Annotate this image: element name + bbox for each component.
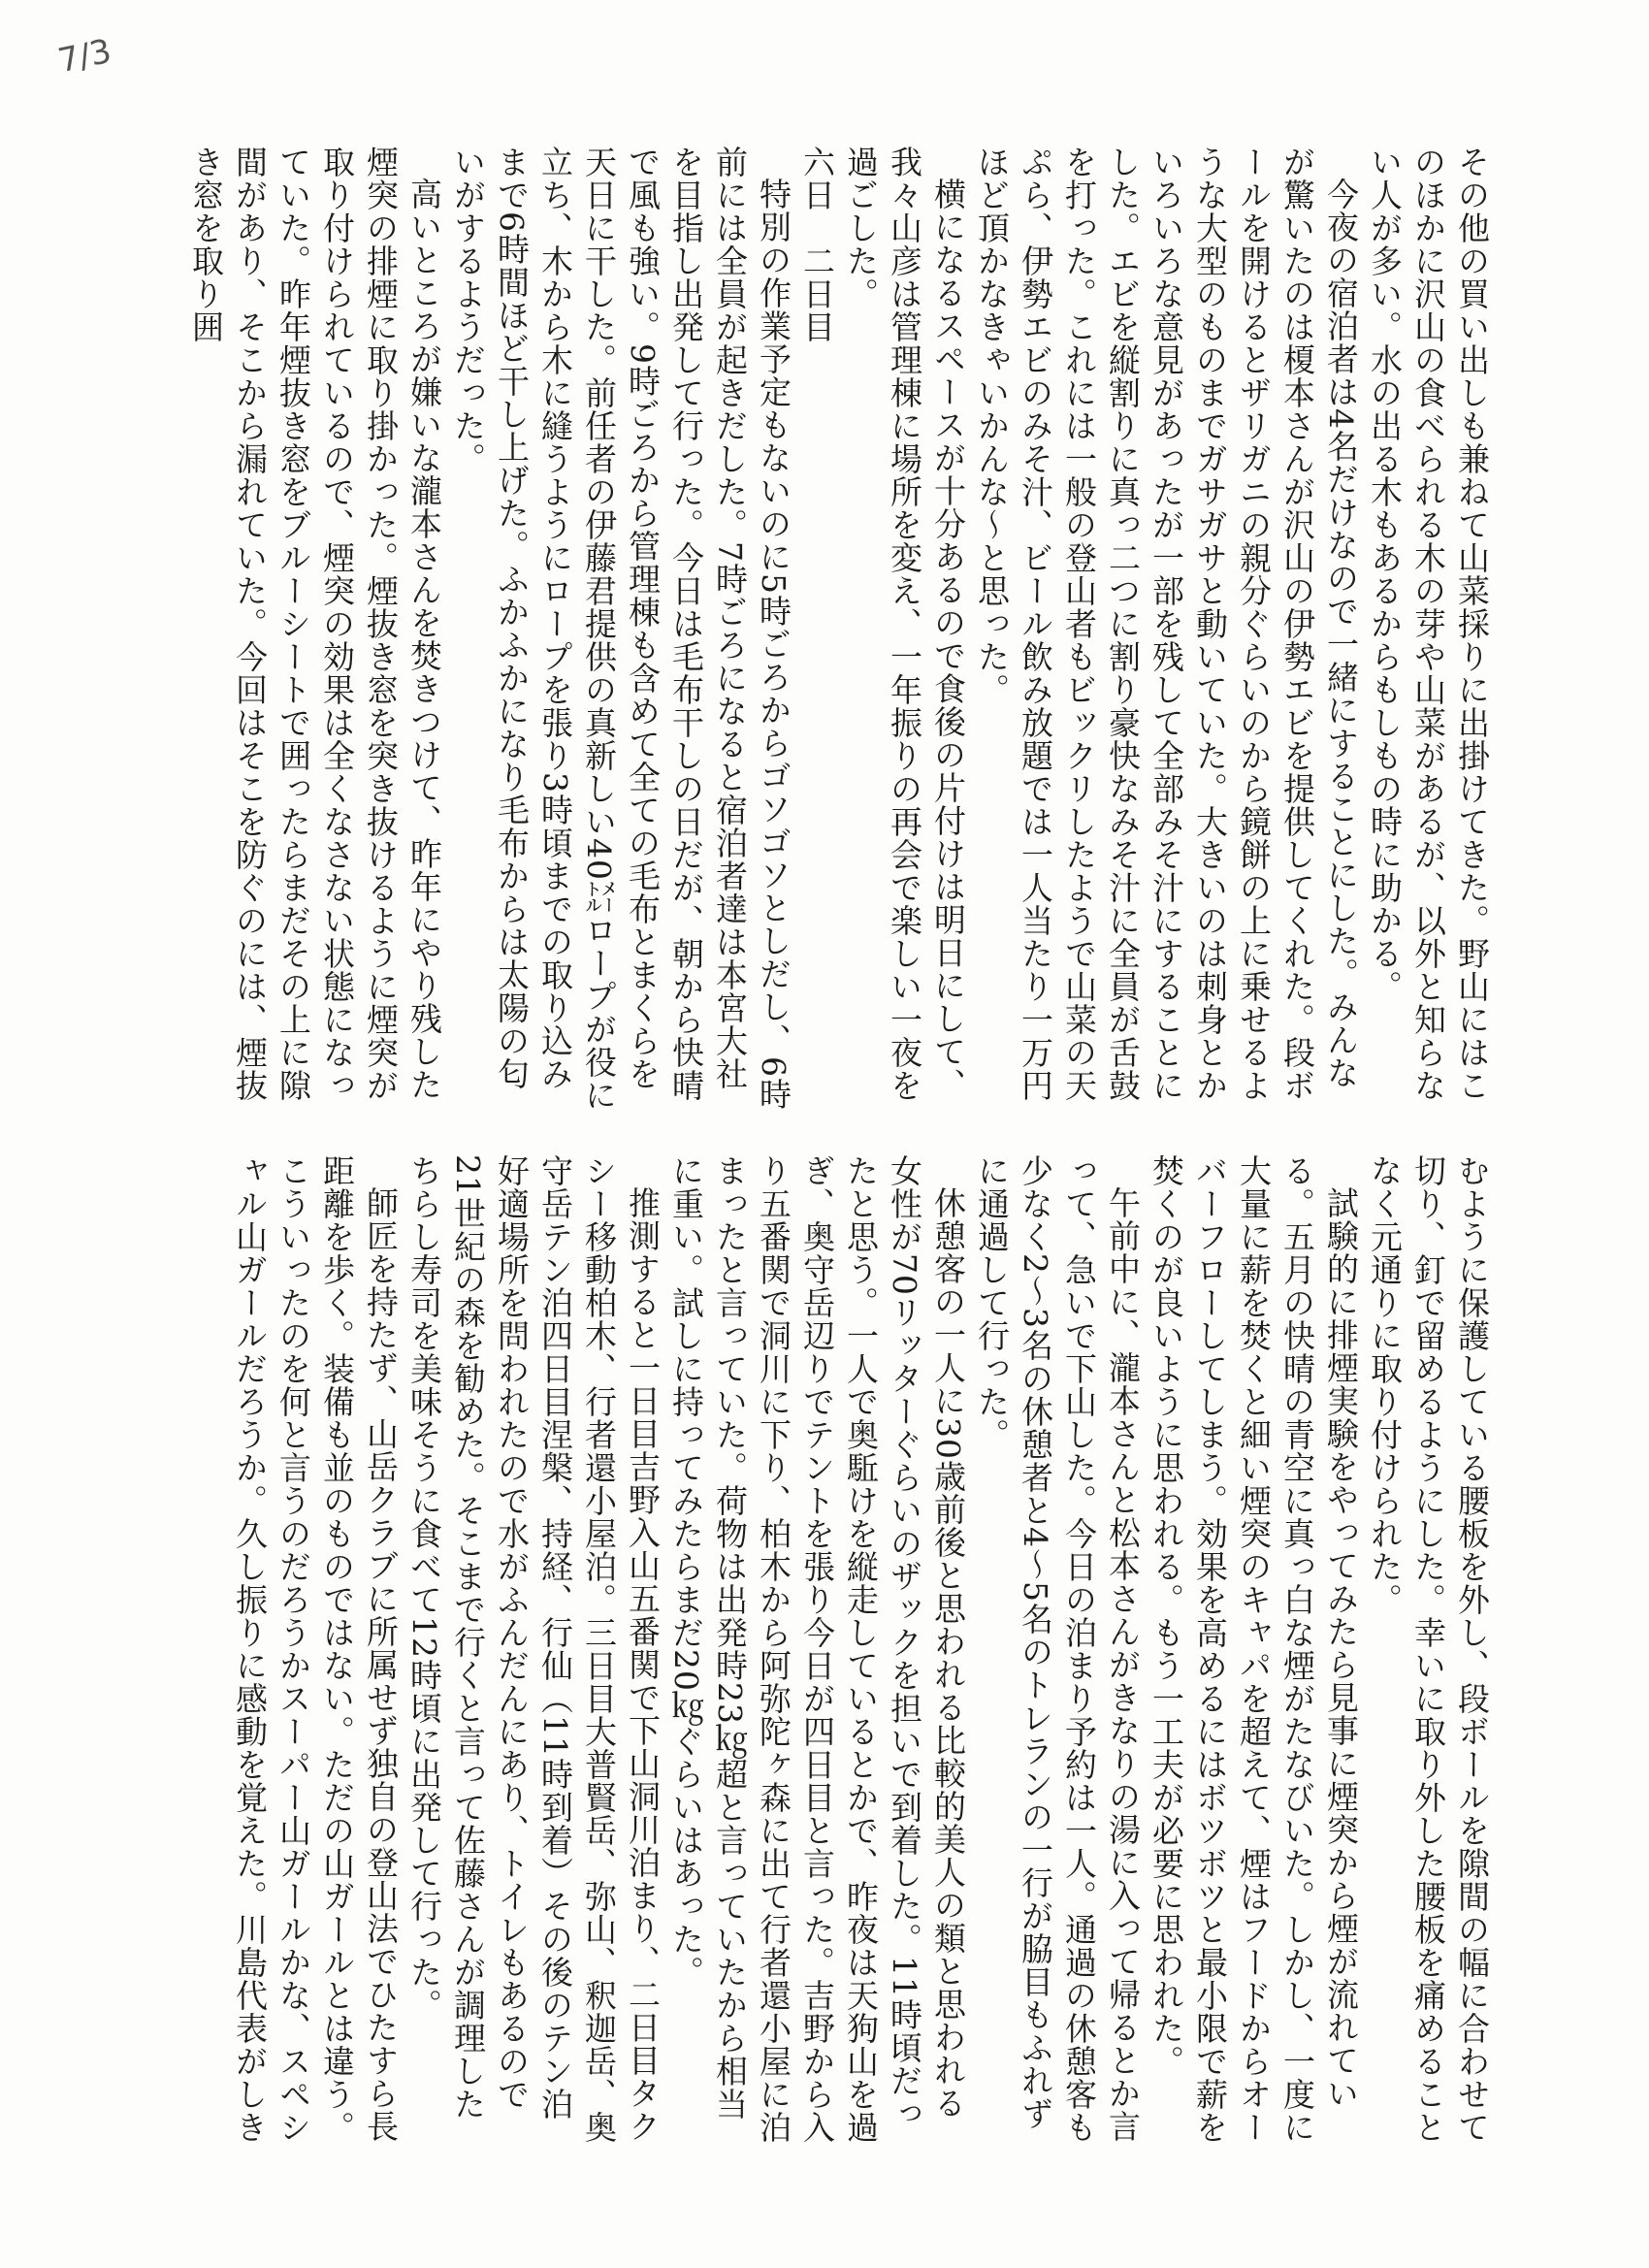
paragraph: 横になるスペースが十分あるので食後の片付けは明日にして、我々山彦は管理棟に場所を変え、一年振りの再会で楽しい一夜を過ごした。 (842, 146, 967, 1102)
paragraph: 師匠を持たず、山岳クラブに所属せず独自の登山法でひたすら長距離を歩く。装備も並のものではない。ただの山ガールとは違う。こういったのを何と言うのだろうかスーパー山ガールかな、スペシャル山ガールだろうか。久し振りに感動を覚えた。川島代表がしき (231, 1154, 400, 2144)
paragraph: 休憩客の一人に30歳前後と思われる比較的美人の類と思われる女性が70リッターぐらいのザックを担いで到着した。11時頃だったと思う。一人で奥駈けを縦走しているとかで、昨夜は天狗山を過ぎ、奥守岳辺りでテントを張り今日が四日目と言った。吉野から入り五番関で洞川に下り、柏木から阿弥陀ヶ森に出て行者還小屋に泊まったと言っていた。荷物は出発時23㎏超と言っていたから相当に重い。試しに持ってみたらまだ20㎏ぐらいはあった。 (667, 1154, 967, 2144)
paragraph: 高いところが嫌いな瀧本さんを焚きつけて、昨年にやり残した煙突の排煙に取り掛かった。煙抜き窓を突き抜けるように煙突が取り付けられているので、煙突の効果は全くなさない状態になっていた。昨年煙抜き窓をブルーシートで囲ったらまだその上に隙間があり、そこから漏れていた。今回はそこを防ぐのには、煙抜き窓を取り囲 (187, 146, 443, 1102)
section-heading: 六日 二日目 (798, 146, 836, 343)
paragraph: 今夜の宿泊者は4名だけなので一緒にすることにした。みんなが驚いたのは榎本さんが沢山の伊勢エビを提供してくれた。段ボールを開けるとザリガニの親分ぐらいのから鏡餅の上に乗せるような大型のものまでガサガサと動いていた。大きいのは刺身とかいろいろな意見があったが一部を残して全部みそ汁にすることにした。エビを縦割りに真っ二つに割り豪快なみそ汁に全員が舌鼓を打った。これには一般の登山者もビックリしたようで山菜の天ぷら、伊勢エビのみそ汁、ビール飲み放題では一人当たり一万円ほど頂かなきゃいかんな〜と思った。 (973, 146, 1360, 1102)
page-number: 7/3 (54, 31, 115, 81)
paragraph: むように保護している腰板を外し、段ボールを隙間の幅に合わせて切り、釘で留めるようにした。幸いに取り外した腰板を痛めることなく元通りに取り付けられた。 (1366, 1154, 1491, 2144)
paragraph: 試験的に排煙実験をやってみたら見事に煙突から煙が流れている。五月の快晴の青空に真っ白な煙がたなびいた。しかし、一度に大量に薪を焚くと細い煙突のキャパを超えて、煙はフードからオーバーフローしてしまう。効果を高めるにはボツボツと最小限で薪を焚くのが良いように思われる。もう一工夫が必要に思われた。 (1148, 1154, 1360, 2144)
lower-text-block (0, 1154, 1494, 2144)
paragraph: その他の買い出しも兼ねて山菜採りに出掛けてきた。野山にはこのほかに沢山の食べられる木の芽や山菜があるが、以外と知らない人が多い。水の出る木もあるからもしもの時に助かる。 (1366, 146, 1491, 1102)
paragraph: 午前中に、瀧本さんと松本さんがきなりの湯に入って帰るとか言って、急いで下山した。今日の泊まり予約は一人。通過の休憩客も少なく2〜3名の休憩者と4〜5名のトレランの一行が脇目もふれずに通過して行った。 (973, 1154, 1142, 2144)
upper-text-block (0, 146, 1494, 1120)
paragraph: 特別の作業予定もないのに5時ごろからゴソゴソとしだし、6時前には全員が起きだした。7時ごろになると宿泊者達は本宮大社を目指し出発して行った。今日は毛布干しの日だが、朝から快晴で風も強い。9時ごろから管理棟も含めて全ての毛布とまくらを天日に干した。前任者の伊藤君提供の真新しい40㍍ロープが役に立ち、木から木に縫うようにロープを張り3時頃までの取り込みまで6時間ほど干し上げた。ふかふかになり毛布からは太陽の匂いがするようだった。 (449, 146, 792, 1112)
paragraph: 推測すると一日目吉野入山五番関で下山洞川泊まり、二日目タクシー移動柏木、行者還小屋泊。三日目大普賢岳、弥山、釈迦岳、奥守岳テン泊四日目涅槃、持経、行仙（11時到着）その後のテン泊好適場所を問われたので水がふんだんにあり、トイレもあるので21世紀の森を勧めた。そこまで行くと言って佐藤さんが調理したちらし寿司を美味そうに食べて12時頃に出発して行った。 (405, 1154, 662, 2144)
